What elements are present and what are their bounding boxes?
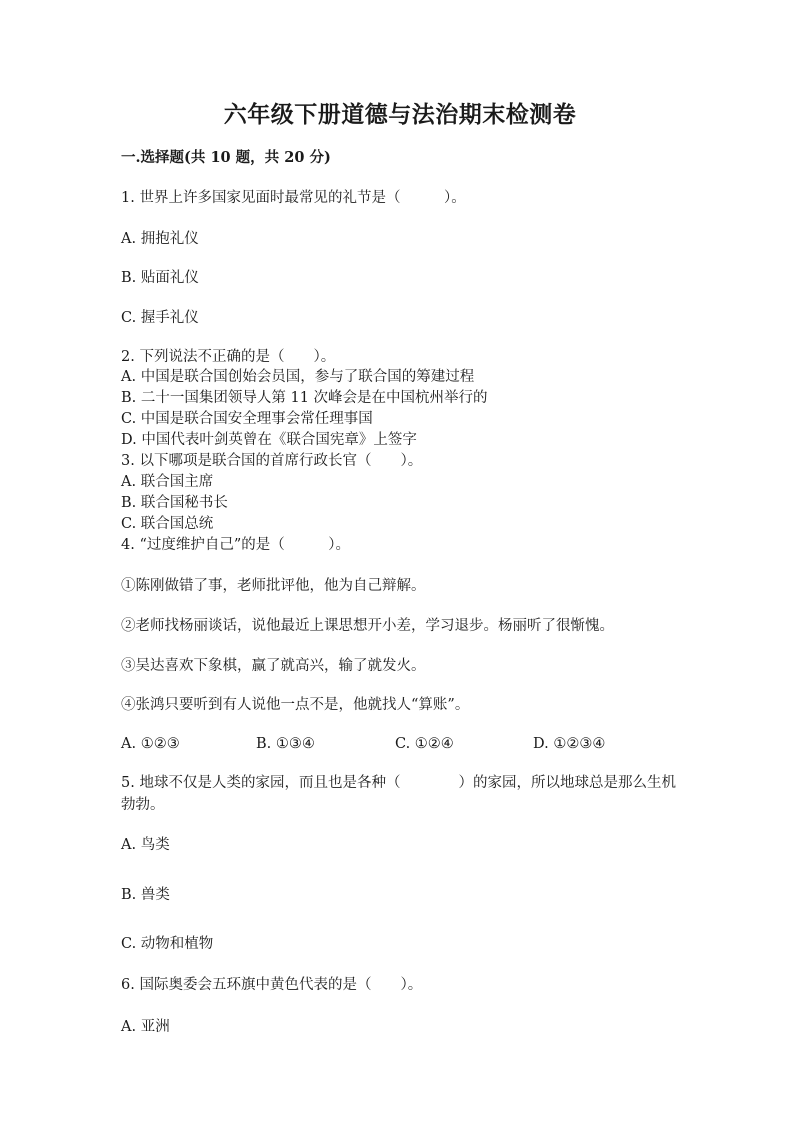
question-6-option-a: A. 亚洲 (121, 1019, 170, 1035)
question-4-stem: 4. “过度维护自己”的是（ ）。 (121, 537, 351, 553)
question-3-option-a: A. 联合国主席 (121, 474, 214, 490)
question-5-option-b: B. 兽类 (121, 887, 170, 903)
question-3-option-b: B. 联合国秘书长 (121, 495, 228, 511)
question-5-stem: 5. 地球不仅是人类的家园，而且也是各种（ ）的家园，所以地球总是那么生机勃勃。 (121, 775, 676, 813)
question-2-option-b: B. 二十一国集团领导人第 11 次峰会是在中国杭州举行的 (121, 390, 488, 406)
page-title: 六年级下册道德与法治期末检测卷 (223, 101, 577, 128)
question-1-option-c: C. 握手礼仪 (121, 310, 199, 326)
question-1-stem: 1. 世界上许多国家见面时最常见的礼节是（ ）。 (121, 190, 466, 206)
question-2-option-d: D. 中国代表叶剑英曾在《联合国宪章》上签字 (121, 432, 417, 448)
question-4-option-b: B. ①③④ (256, 736, 315, 752)
question-5-option-c: C. 动物和植物 (121, 936, 214, 952)
question-3-option-c: C. 联合国总统 (121, 516, 214, 532)
question-4-statement-1: ①陈刚做错了事，老师批评他，他为自己辩解。 (121, 578, 426, 594)
question-2-option-a: A. 中国是联合国创始会员国，参与了联合国的筹建过程 (121, 369, 475, 385)
question-5-option-a: A. 鸟类 (121, 837, 170, 853)
question-4-statement-4: ④张鸿只要听到有人说他一点不是，他就找人“算账”。 (121, 697, 470, 713)
question-4-statement-2: ②老师找杨丽谈话，说他最近上课思想开小差，学习退步。杨丽听了很惭愧。 (121, 618, 614, 634)
question-4-option-a: A. ①②③ (121, 736, 180, 752)
question-4-option-c: C. ①②④ (395, 736, 454, 752)
section-heading: 一.选择题(共 10 题，共 20 分) (121, 149, 331, 166)
question-2-stem: 2. 下列说法不正确的是（ ）。 (121, 349, 336, 365)
question-1-option-a: A. 拥抱礼仪 (121, 231, 199, 247)
question-1-option-b: B. 贴面礼仪 (121, 270, 199, 286)
question-3-stem: 3. 以下哪项是联合国的首席行政长官（ ）。 (121, 453, 423, 469)
question-2-option-c: C. 中国是联合国安全理事会常任理事国 (121, 411, 373, 427)
question-6-stem: 6. 国际奥委会五环旗中黄色代表的是（ ）。 (121, 977, 423, 993)
question-4-statement-3: ③吴达喜欢下象棋，赢了就高兴，输了就发火。 (121, 658, 426, 674)
question-4-option-d: D. ①②③④ (533, 736, 606, 752)
